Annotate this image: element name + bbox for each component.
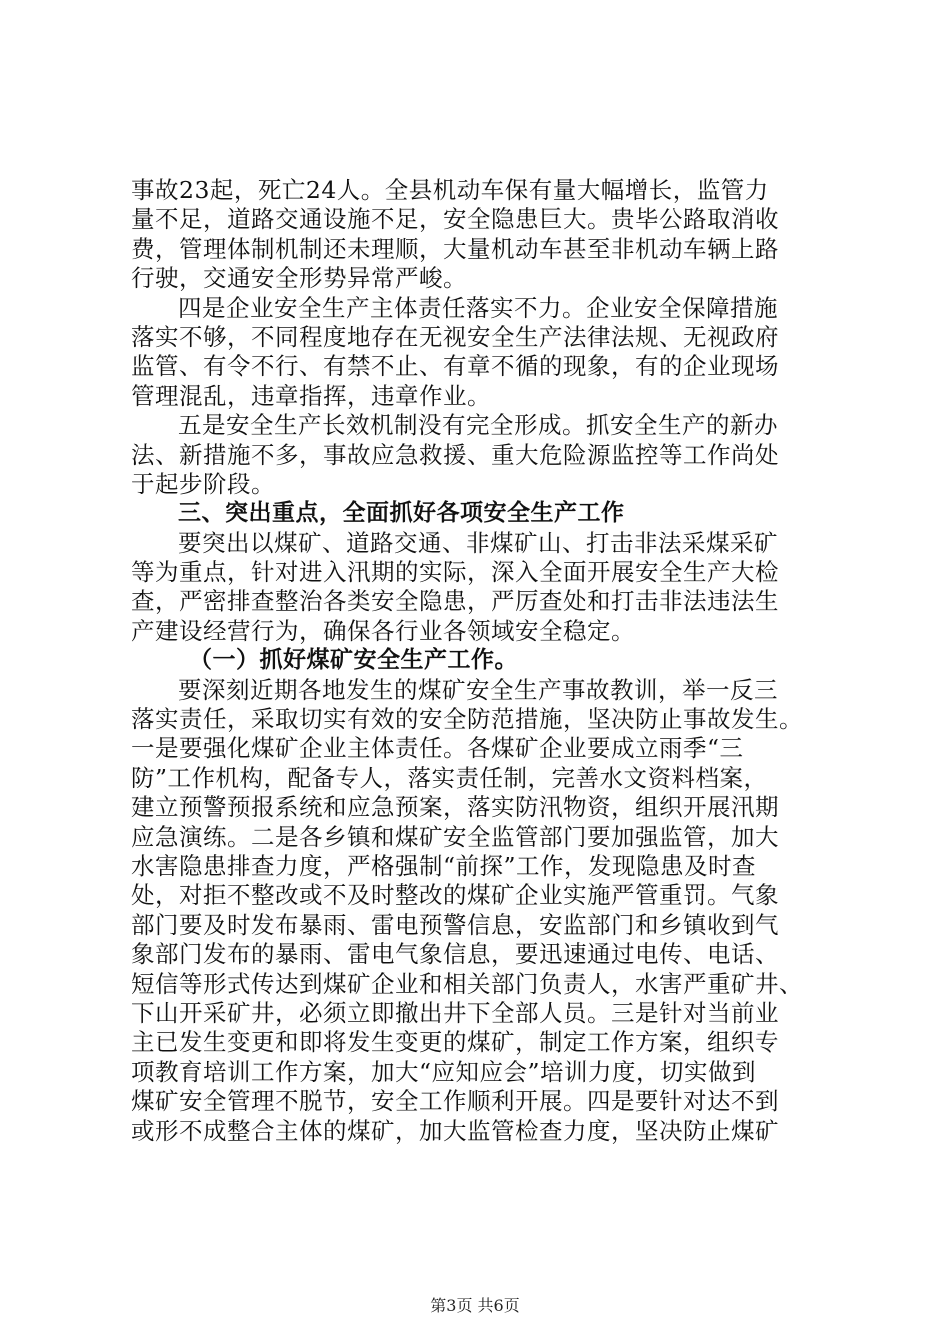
- paragraph-line: 要突出以煤矿、道路交通、非煤矿山、打击非法采煤采矿: [178, 528, 778, 557]
- section-heading: 三、突出重点，全面抓好各项安全生产工作: [178, 500, 625, 527]
- paragraph-line: 应急演练。二是各乡镇和煤矿安全监管部门要加强监管，加大: [131, 822, 779, 851]
- page-number-footer: 第3页 共6页: [430, 1296, 520, 1315]
- subsection-heading: （一）抓好煤矿安全生产工作。: [189, 647, 518, 674]
- paragraph-line: 部门要及时发布暴雨、雷电预警信息，安监部门和乡镇收到气: [131, 910, 779, 939]
- document-body: [131, 176, 831, 1146]
- paragraph-line: 或形不成整合主体的煤矿，加大监管检查力度，坚决防止煤矿: [131, 1116, 779, 1145]
- paragraph-line: 主已发生变更和即将发生变更的煤矿，制定工作方案，组织专: [131, 1028, 779, 1057]
- paragraph-line: 要深刻近期各地发生的煤矿安全生产事故教训，举一反三: [178, 675, 778, 704]
- paragraph-line: 防”工作机构，配备专人，落实责任制，完善水文资料档案，: [131, 763, 768, 792]
- paragraph-line: 行驶，交通安全形势异常严峻。: [131, 264, 467, 293]
- paragraph-line: 煤矿安全管理不脱节，安全工作顺利开展。四是要针对达不到: [131, 1087, 779, 1116]
- paragraph-line: 等为重点，针对进入汛期的实际，深入全面开展安全生产大检: [131, 558, 779, 587]
- paragraph-line: 一是要强化煤矿企业主体责任。各煤矿企业要成立雨季“三: [131, 734, 744, 763]
- paragraph-line: 水害隐患排查力度，严格强制“前探”工作，发现隐患及时查: [131, 851, 757, 880]
- paragraph-line: 查，严密排查整治各类安全隐患，严厉查处和打击非法违法生: [131, 587, 779, 616]
- paragraph-line: 短信等形式传达到煤矿企业和相关部门负责人，水害严重矿井、: [131, 969, 803, 998]
- paragraph-line: 于起步阶段。: [131, 469, 275, 498]
- paragraph-line: 费，管理体制机制还未理顺，大量机动车甚至非机动车辆上路: [131, 234, 779, 263]
- paragraph-line: 管理混乱，违章指挥，违章作业。: [131, 381, 491, 410]
- paragraph-line: 四是企业安全生产主体责任落实不力。企业安全保障措施: [178, 293, 778, 322]
- paragraph-line: 产建设经营行为，确保各行业各领域安全稳定。: [131, 616, 635, 645]
- paragraph-line: 五是安全生产长效机制没有完全形成。抓安全生产的新办: [178, 411, 778, 440]
- paragraph-line: 落实责任，采取切实有效的安全防范措施，坚决防止事故发生。: [131, 705, 803, 734]
- paragraph-line: 象部门发布的暴雨、雷电气象信息，要迅速通过电传、电话、: [131, 940, 779, 969]
- paragraph-line: 事故23起，死亡24人。全县机动车保有量大幅增长，监管力: [131, 176, 769, 204]
- paragraph-line: 处，对拒不整改或不及时整改的煤矿企业实施严管重罚。气象: [131, 881, 779, 910]
- paragraph-line: 量不足，道路交通设施不足，安全隐患巨大。贵毕公路取消收: [131, 205, 779, 234]
- paragraph-line: 下山开采矿井，必须立即撤出井下全部人员。三是针对当前业: [131, 998, 779, 1027]
- paragraph-line: 建立预警预报系统和应急预案，落实防汛物资，组织开展汛期: [131, 793, 779, 822]
- paragraph-line: 法、新措施不多，事故应急救援、重大危险源监控等工作尚处: [131, 440, 779, 469]
- paragraph-line: 项教育培训工作方案，加大“应知应会”培训力度，切实做到: [131, 1057, 757, 1086]
- paragraph-line: 监管、有令不行、有禁不止、有章不循的现象，有的企业现场: [131, 352, 779, 381]
- paragraph-line: 落实不够，不同程度地存在无视安全生产法律法规、无视政府: [131, 322, 779, 351]
